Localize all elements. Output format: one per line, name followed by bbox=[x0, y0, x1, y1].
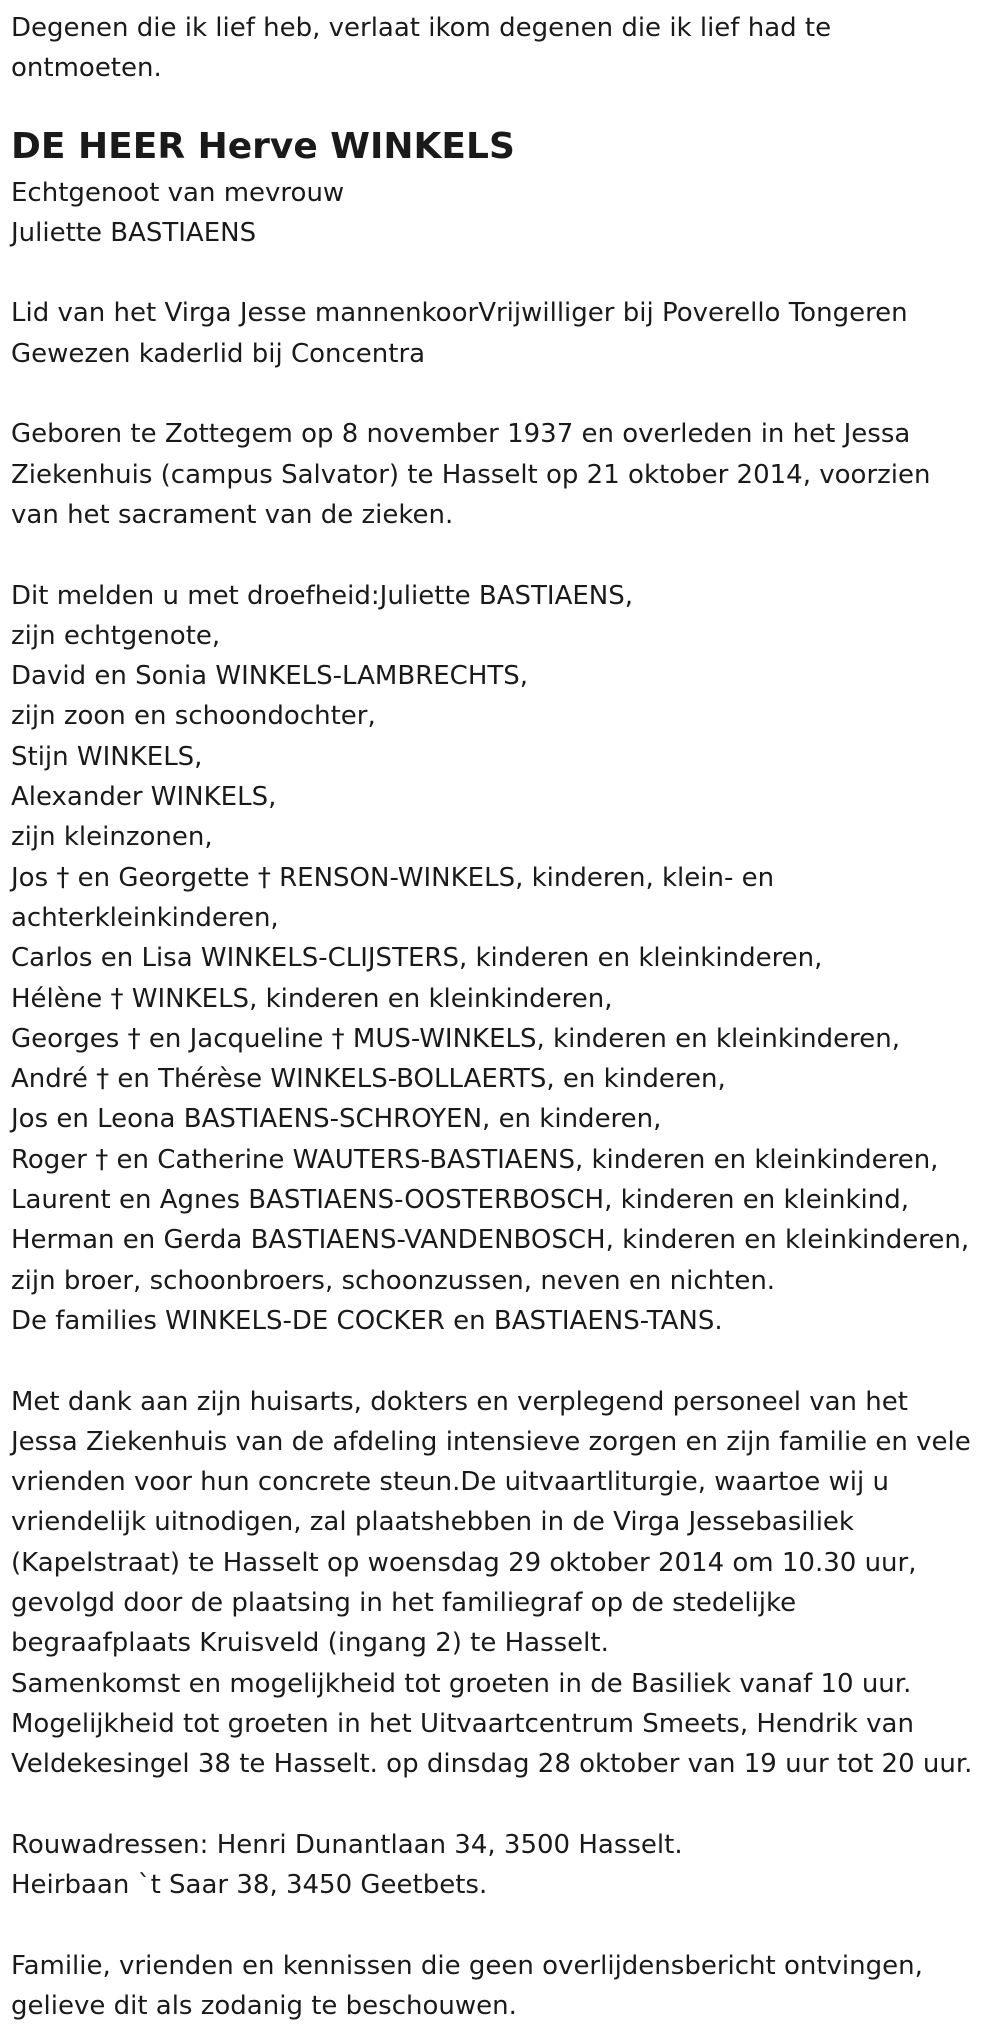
family-line: De families WINKELS-DE COCKER en BASTIAENS-TANS. bbox=[11, 1305, 723, 1336]
thanks-funeral-line: vriendelijk uitnodigen, zal plaatshebben in de Virga Jessebasiliek bbox=[11, 1507, 854, 1538]
addresses-section bbox=[11, 1825, 967, 1906]
thanks-funeral-line: Mogelijkheid tot groeten in het Uitvaartcentrum Smeets, Hendrik van bbox=[11, 1708, 914, 1739]
address-line: Rouwadressen: Henri Dunantlaan 34, 3500 Hasselt. bbox=[11, 1829, 683, 1860]
spacer bbox=[11, 253, 967, 293]
family-line: zijn kleinzonen, bbox=[11, 822, 213, 853]
thanks-funeral-line: Jessa Ziekenhuis van de afdeling intensieve zorgen en zijn familie en vele bbox=[11, 1426, 971, 1457]
birth-death-line: Geboren te Zottegem op 8 november 1937 en overleden in het Jessa bbox=[11, 419, 911, 450]
family-line: zijn echtgenote, bbox=[11, 620, 221, 651]
quote-line: ontmoeten. bbox=[11, 53, 162, 84]
spacer bbox=[11, 535, 967, 575]
spacer bbox=[11, 1341, 967, 1381]
family-line: Dit melden u met droefheid:Juliette BASTIAENS, bbox=[11, 580, 634, 611]
closing-section bbox=[11, 1946, 967, 2027]
family-line: Alexander WINKELS, bbox=[11, 782, 277, 813]
spouse-section bbox=[11, 173, 967, 254]
birth-death-line: Ziekenhuis (campus Salvator) te Hasselt op 21 oktober 2014, voorzien bbox=[11, 459, 931, 490]
thanks-funeral-line: begraafplaats Kruisveld (ingang 2) te Hasselt. bbox=[11, 1628, 609, 1659]
thanks-funeral-section bbox=[11, 1382, 973, 1785]
spacer bbox=[11, 1905, 967, 1945]
address-line: Heirbaan `t Saar 38, 3450 Geetbets. bbox=[11, 1870, 488, 1901]
thanks-funeral-line: Met dank aan zijn huisarts, dokters en verplegend personeel van het bbox=[11, 1386, 908, 1417]
family-line: zijn zoon en schoondochter, bbox=[11, 701, 376, 732]
quote-section bbox=[11, 8, 967, 89]
family-line: André † en Thérèse WINKELS-BOLLAERTS, en kinderen, bbox=[11, 1064, 726, 1095]
family-line: Roger † en Catherine WAUTERS-BASTIAENS, kinderen en kleinkinderen, bbox=[11, 1144, 939, 1175]
family-line: Jos † en Georgette † RENSON-WINKELS, kinderen, klein- en bbox=[11, 862, 775, 893]
family-line: Stijn WINKELS, bbox=[11, 741, 203, 772]
spacer bbox=[11, 374, 967, 414]
membership-line: Lid van het Virga Jesse mannenkoorVrijwilliger bij Poverello Tongeren bbox=[11, 298, 908, 329]
family-line: Hélène † WINKELS, kinderen en kleinkinderen, bbox=[11, 983, 613, 1014]
thanks-funeral-line: vrienden voor hun concrete steun.De uitvaartliturgie, waartoe wij u bbox=[11, 1467, 889, 1498]
family-line: achterkleinkinderen, bbox=[11, 902, 279, 933]
closing-line: gelieve dit als zodanig te beschouwen. bbox=[11, 1990, 517, 2021]
spacer bbox=[11, 1784, 967, 1824]
membership-line: Gewezen kaderlid bij Concentra bbox=[11, 338, 426, 369]
closing-line: Familie, vrienden en kennissen die geen overlijdensbericht ontvingen, bbox=[11, 1950, 923, 1981]
family-line: Jos en Leona BASTIAENS-SCHROYEN, en kinderen, bbox=[11, 1104, 662, 1135]
spouse-line: Echtgenoot van mevrouw bbox=[11, 177, 345, 208]
birth-death-section bbox=[11, 414, 967, 535]
family-line: Carlos en Lisa WINKELS-CLIJSTERS, kinderen en kleinkinderen, bbox=[11, 943, 823, 974]
thanks-funeral-line: Samenkomst en mogelijkheid tot groeten in de Basiliek vanaf 10 uur. bbox=[11, 1668, 912, 1699]
thanks-funeral-line: gevolgd door de plaatsing in het familiegraf op de stedelijke bbox=[11, 1587, 797, 1618]
spouse-line: Juliette BASTIAENS bbox=[11, 217, 257, 248]
family-line: Herman en Gerda BASTIAENS-VANDENBOSCH, kinderen en kleinkinderen, bbox=[11, 1225, 970, 1256]
family-line: Laurent en Agnes BASTIAENS-OOSTERBOSCH, kinderen en kleinkind, bbox=[11, 1185, 909, 1216]
birth-death-line: van het sacrament van de zieken. bbox=[11, 499, 454, 530]
thanks-funeral-line: (Kapelstraat) te Hasselt op woensdag 29 oktober 2014 om 10.30 uur, bbox=[11, 1547, 917, 1578]
memberships-section bbox=[11, 293, 967, 374]
family-line: David en Sonia WINKELS-LAMBRECHTS, bbox=[11, 661, 529, 692]
family-section bbox=[11, 576, 970, 1342]
deceased-name-title: DE HEER Herve WINKELS bbox=[11, 125, 515, 167]
family-line: Georges † en Jacqueline † MUS-WINKELS, kinderen en kleinkinderen, bbox=[11, 1023, 900, 1054]
thanks-funeral-line: Veldekesingel 38 te Hasselt. op dinsdag 28 oktober van 19 uur tot 20 uur. bbox=[11, 1749, 973, 1780]
quote-line: Degenen die ik lief heb, verlaat ikom degenen die ik lief had te bbox=[11, 13, 832, 43]
family-line: zijn broer, schoonbroers, schoonzussen, neven en nichten. bbox=[11, 1265, 776, 1296]
